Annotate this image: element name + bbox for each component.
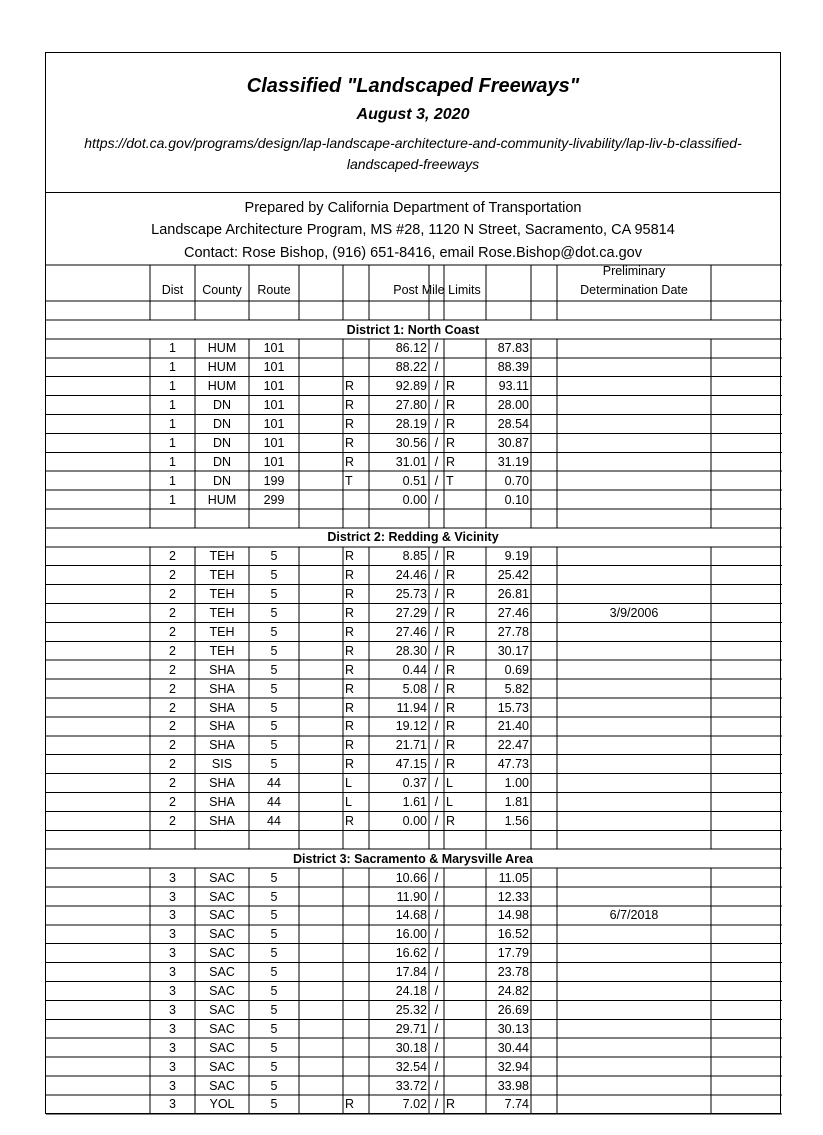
cell-county: SAC xyxy=(209,1021,235,1036)
cell-pm-end: 27.78 xyxy=(497,624,529,639)
cell-pm-end: 26.81 xyxy=(497,587,529,602)
cell-dist: 2 xyxy=(169,813,176,828)
cell-pm-start: 11.94 xyxy=(396,700,427,715)
cell-pm-end: 14.98 xyxy=(497,908,529,923)
cell-dist: 3 xyxy=(169,1078,176,1093)
cell-pm-end: 1.00 xyxy=(504,776,529,791)
cell-dist: 3 xyxy=(169,927,176,942)
cell-pm-prefix-end: R xyxy=(446,435,456,450)
cell-county: DN xyxy=(212,473,232,488)
cell-pm-separator: / xyxy=(434,795,439,809)
cell-route: 5 xyxy=(270,624,278,639)
cell-county: SIS xyxy=(211,757,233,772)
cell-county: SAC xyxy=(209,965,235,980)
cell-pm-end: 24.82 xyxy=(497,984,529,998)
cell-pm-prefix-start: R xyxy=(345,719,355,734)
cell-pm-prefix-start: L xyxy=(345,776,352,791)
cell-dist: 2 xyxy=(169,795,176,809)
cell-dist: 3 xyxy=(169,1021,176,1036)
cell-route: 5 xyxy=(270,1059,278,1074)
cell-route: 101 xyxy=(263,398,285,413)
cell-pm-start: 33.72 xyxy=(395,1078,427,1093)
cell-pm-prefix-end: R xyxy=(446,549,456,564)
cell-pm-end: 0.69 xyxy=(504,662,529,677)
cell-county: HUM xyxy=(207,341,237,356)
cell-pm-end: 1.56 xyxy=(504,813,529,828)
cell-pm-prefix-end: R xyxy=(446,738,456,753)
cell-pm-end: 47.73 xyxy=(497,757,529,772)
cell-pm-prefix-start: R xyxy=(345,454,355,469)
cell-pm-end: 15.73 xyxy=(497,700,529,715)
cell-pm-end: 87.83 xyxy=(497,341,529,356)
cell-pm-start: 28.30 xyxy=(395,643,427,658)
cell-pm-end: 30.13 xyxy=(497,1021,529,1036)
cell-dist: 3 xyxy=(169,1097,176,1112)
cell-route: 5 xyxy=(270,757,278,772)
cell-route: 5 xyxy=(270,681,278,696)
cell-pm-prefix-end: R xyxy=(446,643,456,658)
header-preliminary: Preliminary xyxy=(602,264,666,278)
cell-pm-prefix-end: R xyxy=(446,681,456,696)
cell-route: 5 xyxy=(270,1097,278,1112)
cell-pm-separator: / xyxy=(434,889,439,904)
cell-county: TEH xyxy=(209,568,235,583)
cell-county: DN xyxy=(212,454,232,469)
cell-county: SAC xyxy=(209,984,235,998)
cell-pm-end: 93.11 xyxy=(498,379,529,394)
cell-county: HUM xyxy=(207,379,237,394)
program-address: Landscape Architecture Program, MS #28, 1120 N Street, Sacramento, CA 95814 xyxy=(151,222,675,238)
header-route: Route xyxy=(257,283,291,297)
cell-pm-separator: / xyxy=(434,549,439,564)
cell-pm-separator: / xyxy=(434,398,439,413)
document-date: August 3, 2020 xyxy=(356,106,470,123)
cell-pm-separator: / xyxy=(434,927,439,942)
cell-pm-prefix-end: R xyxy=(446,1097,456,1112)
cell-county: HUM xyxy=(207,360,237,375)
cell-pm-separator: / xyxy=(434,1002,439,1017)
cell-county: SHA xyxy=(209,719,235,734)
cell-route: 5 xyxy=(270,965,278,980)
cell-pm-prefix-start: R xyxy=(345,398,355,413)
cell-pm-start: 14.68 xyxy=(395,908,427,923)
cell-county: SAC xyxy=(209,870,235,885)
district-heading: District 2: Redding & Vicinity xyxy=(327,530,499,545)
cell-county: SAC xyxy=(209,946,235,961)
cell-pm-start: 17.84 xyxy=(395,965,427,980)
cell-pm-prefix-start: R xyxy=(345,417,355,431)
cell-pm-prefix-end: R xyxy=(446,662,456,677)
cell-route: 5 xyxy=(270,587,278,602)
cell-pm-start: 25.73 xyxy=(395,587,427,602)
cell-pm-end: 30.44 xyxy=(497,1040,529,1055)
cell-determination-date: 6/7/2018 xyxy=(609,908,659,923)
cell-pm-separator: / xyxy=(434,492,439,507)
cell-pm-start: 31.01 xyxy=(395,454,427,469)
cell-route: 101 xyxy=(263,360,285,375)
cell-dist: 3 xyxy=(169,889,176,904)
cell-route: 5 xyxy=(270,738,278,753)
cell-county: SAC xyxy=(209,1040,235,1055)
cell-pm-separator: / xyxy=(434,757,439,772)
cell-pm-prefix-start: R xyxy=(345,435,355,450)
cell-county: SAC xyxy=(209,889,235,904)
cell-route: 5 xyxy=(270,549,278,564)
cell-dist: 2 xyxy=(169,624,176,639)
cell-pm-end: 22.47 xyxy=(497,738,529,753)
cell-pm-start: 92.89 xyxy=(395,379,427,394)
cell-pm-end: 25.42 xyxy=(497,568,529,583)
cell-dist: 1 xyxy=(169,360,176,375)
cell-county: SAC xyxy=(209,908,235,923)
district-heading: District 3: Sacramento & Marysville Area xyxy=(293,851,533,866)
cell-pm-prefix-end: R xyxy=(446,719,456,734)
cell-dist: 1 xyxy=(169,473,176,488)
cell-pm-separator: / xyxy=(434,587,439,602)
cell-dist: 3 xyxy=(169,984,176,998)
cell-pm-start: 11.90 xyxy=(396,889,427,904)
cell-route: 5 xyxy=(270,568,278,583)
cell-pm-prefix-start: R xyxy=(345,813,355,828)
cell-pm-end: 7.74 xyxy=(504,1097,529,1112)
cell-dist: 1 xyxy=(169,398,176,413)
cell-dist: 2 xyxy=(169,549,176,564)
cell-dist: 2 xyxy=(169,587,176,602)
cell-county: DN xyxy=(212,398,232,413)
cell-pm-start: 47.15 xyxy=(395,757,427,772)
cell-pm-prefix-end: L xyxy=(446,795,453,809)
cell-pm-separator: / xyxy=(434,643,439,658)
cell-pm-separator: / xyxy=(434,813,439,828)
cell-route: 299 xyxy=(263,492,285,507)
cell-pm-prefix-start: R xyxy=(345,624,355,639)
cell-pm-separator: / xyxy=(434,870,439,885)
cell-county: SAC xyxy=(209,1078,235,1093)
cell-pm-separator: / xyxy=(434,965,439,980)
cell-route: 5 xyxy=(270,719,278,734)
cell-pm-prefix-start: R xyxy=(345,643,355,658)
cell-pm-prefix-end: R xyxy=(446,624,456,639)
cell-pm-prefix-start: R xyxy=(345,379,355,394)
cell-pm-separator: / xyxy=(434,341,439,356)
cell-pm-end: 21.40 xyxy=(497,719,529,734)
document-sheet xyxy=(45,52,781,1114)
cell-pm-end: 11.05 xyxy=(498,870,529,885)
cell-dist: 2 xyxy=(169,700,176,715)
source-url: https://dot.ca.gov/programs/design/lap-landscape-architecture-and-community-livability/lap-liv-b-classified-landscaped-freeways xyxy=(84,135,742,172)
cell-pm-prefix-start: R xyxy=(345,681,355,696)
cell-route: 5 xyxy=(270,700,278,715)
document-title: Classified "Landscaped Freeways" xyxy=(246,75,580,97)
cell-county: SAC xyxy=(209,1002,235,1017)
cell-pm-end: 17.79 xyxy=(497,946,529,961)
cell-pm-start: 7.02 xyxy=(402,1097,427,1112)
cell-pm-start: 86.12 xyxy=(395,341,427,356)
cell-dist: 2 xyxy=(169,719,176,734)
cell-pm-separator: / xyxy=(434,1059,439,1074)
cell-route: 5 xyxy=(270,606,278,620)
cell-pm-prefix-start: R xyxy=(345,1097,355,1112)
cell-pm-prefix-start: R xyxy=(345,606,355,620)
cell-pm-prefix-end: R xyxy=(446,454,456,469)
cell-pm-separator: / xyxy=(434,1021,439,1036)
cell-pm-end: 30.87 xyxy=(497,435,529,450)
cell-pm-start: 28.19 xyxy=(395,417,427,431)
cell-dist: 1 xyxy=(169,435,176,450)
cell-pm-prefix-start: R xyxy=(345,738,355,753)
cell-county: TEH xyxy=(209,587,235,602)
cell-pm-end: 5.82 xyxy=(504,681,529,696)
cell-pm-start: 30.56 xyxy=(395,435,427,450)
cell-route: 5 xyxy=(270,908,278,923)
cell-dist: 2 xyxy=(169,757,176,772)
cell-pm-prefix-end: R xyxy=(446,398,456,413)
cell-county: SHA xyxy=(209,813,235,828)
cell-pm-end: 32.94 xyxy=(497,1059,529,1074)
cell-pm-end: 28.00 xyxy=(497,398,529,413)
cell-county: SHA xyxy=(209,700,235,715)
cell-dist: 2 xyxy=(169,643,176,658)
cell-pm-prefix-start: R xyxy=(345,662,355,677)
cell-pm-separator: / xyxy=(434,719,439,734)
cell-pm-start: 88.22 xyxy=(395,360,427,375)
cell-pm-end: 88.39 xyxy=(497,360,529,375)
cell-pm-separator: / xyxy=(434,473,439,488)
cell-county: YOL xyxy=(209,1097,235,1112)
cell-pm-prefix-end: R xyxy=(446,606,456,620)
cell-dist: 1 xyxy=(169,454,176,469)
cell-route: 5 xyxy=(270,889,278,904)
cell-route: 101 xyxy=(263,454,285,469)
cell-dist: 3 xyxy=(169,1002,176,1017)
cell-pm-start: 21.71 xyxy=(395,738,427,753)
cell-pm-end: 0.70 xyxy=(504,473,529,488)
cell-pm-prefix-start: T xyxy=(345,473,353,488)
cell-pm-start: 1.61 xyxy=(402,795,427,809)
cell-pm-prefix-start: R xyxy=(345,757,355,772)
cell-county: SHA xyxy=(209,738,235,753)
cell-dist: 2 xyxy=(169,776,176,791)
cell-pm-prefix-start: R xyxy=(345,587,355,602)
cell-pm-separator: / xyxy=(434,454,439,469)
cell-pm-start: 0.44 xyxy=(402,662,427,677)
cell-pm-separator: / xyxy=(434,606,439,620)
cell-pm-start: 30.18 xyxy=(395,1040,427,1055)
cell-route: 5 xyxy=(270,643,278,658)
cell-county: SHA xyxy=(209,776,235,791)
cell-county: SHA xyxy=(209,662,235,677)
cell-pm-end: 16.52 xyxy=(497,927,529,942)
cell-pm-prefix-end: R xyxy=(446,813,456,828)
cell-pm-end: 33.98 xyxy=(497,1078,529,1093)
cell-pm-separator: / xyxy=(434,1097,439,1112)
cell-pm-separator: / xyxy=(434,984,439,998)
cell-pm-prefix-end: L xyxy=(446,776,453,791)
cell-pm-separator: / xyxy=(434,908,439,923)
cell-pm-start: 16.62 xyxy=(395,946,427,961)
header-determination-date: Determination Date xyxy=(580,283,688,297)
cell-county: SHA xyxy=(209,681,235,696)
cell-pm-separator: / xyxy=(434,700,439,715)
cell-pm-separator: / xyxy=(434,568,439,583)
cell-dist: 1 xyxy=(169,492,176,507)
cell-pm-prefix-start: R xyxy=(345,549,355,564)
cell-pm-separator: / xyxy=(434,1040,439,1055)
cell-route: 5 xyxy=(270,1002,278,1017)
cell-pm-end: 27.46 xyxy=(497,606,529,620)
cell-pm-prefix-end: R xyxy=(446,417,456,431)
cell-pm-end: 12.33 xyxy=(497,889,529,904)
cell-county: TEH xyxy=(209,624,235,639)
cell-pm-end: 9.19 xyxy=(504,549,529,564)
cell-route: 5 xyxy=(270,870,278,885)
cell-pm-start: 0.37 xyxy=(402,776,427,791)
cell-route: 101 xyxy=(263,379,285,394)
cell-route: 5 xyxy=(270,662,278,677)
cell-county: SHA xyxy=(209,795,235,809)
cell-pm-start: 0.51 xyxy=(402,473,427,488)
cell-county: DN xyxy=(212,435,232,450)
cell-pm-prefix-end: R xyxy=(446,568,456,583)
cell-pm-separator: / xyxy=(434,681,439,696)
header-county: County xyxy=(202,283,242,297)
cell-pm-start: 16.00 xyxy=(395,927,427,942)
cell-dist: 2 xyxy=(169,606,176,620)
cell-pm-start: 5.08 xyxy=(402,681,427,696)
cell-pm-end: 28.54 xyxy=(497,417,529,431)
cell-county: TEH xyxy=(209,549,235,564)
cell-pm-separator: / xyxy=(434,738,439,753)
cell-pm-separator: / xyxy=(434,1078,439,1093)
cell-route: 101 xyxy=(263,417,285,431)
cell-dist: 3 xyxy=(169,946,176,961)
contact-info: Contact: Rose Bishop, (916) 651-8416, email Rose.Bishop@dot.ca.gov xyxy=(183,245,643,261)
cell-dist: 3 xyxy=(169,1040,176,1055)
cell-pm-start: 24.46 xyxy=(395,568,427,583)
cell-route: 101 xyxy=(263,341,285,356)
cell-dist: 1 xyxy=(169,379,176,394)
cell-pm-prefix-end: R xyxy=(446,700,456,715)
cell-county: SAC xyxy=(209,1059,235,1074)
cell-pm-end: 1.81 xyxy=(504,795,529,809)
cell-route: 44 xyxy=(267,795,281,809)
header-post-mile-limits: Post Mile Limits xyxy=(393,283,481,297)
cell-route: 44 xyxy=(267,776,281,791)
cell-route: 5 xyxy=(270,946,278,961)
cell-pm-start: 27.46 xyxy=(395,624,427,639)
cell-pm-separator: / xyxy=(434,624,439,639)
cell-route: 101 xyxy=(263,435,285,450)
cell-county: HUM xyxy=(207,492,237,507)
cell-pm-start: 32.54 xyxy=(395,1059,427,1074)
cell-route: 44 xyxy=(267,813,281,828)
cell-pm-start: 27.29 xyxy=(395,606,427,620)
cell-pm-start: 19.12 xyxy=(395,719,427,734)
cell-pm-start: 0.00 xyxy=(402,492,427,507)
cell-pm-start: 25.32 xyxy=(395,1002,427,1017)
cell-dist: 2 xyxy=(169,662,176,677)
cell-dist: 3 xyxy=(169,1059,176,1074)
cell-dist: 2 xyxy=(169,681,176,696)
cell-pm-start: 10.66 xyxy=(395,870,427,885)
cell-county: TEH xyxy=(209,643,235,658)
cell-pm-end: 26.69 xyxy=(497,1002,529,1017)
cell-pm-separator: / xyxy=(434,662,439,677)
cell-pm-start: 29.71 xyxy=(395,1021,427,1036)
cell-pm-prefix-end: T xyxy=(446,473,454,488)
cell-pm-start: 24.18 xyxy=(395,984,427,998)
cell-dist: 1 xyxy=(169,417,176,431)
cell-pm-separator: / xyxy=(434,360,439,375)
cell-pm-prefix-start: R xyxy=(345,568,355,583)
cell-determination-date: 3/9/2006 xyxy=(609,606,659,620)
cell-pm-separator: / xyxy=(434,379,439,394)
cell-route: 5 xyxy=(270,1078,278,1093)
cell-pm-prefix-start: R xyxy=(345,700,355,715)
cell-pm-prefix-start: L xyxy=(345,795,352,809)
cell-pm-separator: / xyxy=(434,435,439,450)
cell-pm-start: 0.00 xyxy=(402,813,427,828)
cell-dist: 3 xyxy=(169,870,176,885)
cell-dist: 3 xyxy=(169,908,176,923)
cell-dist: 3 xyxy=(169,965,176,980)
cell-dist: 1 xyxy=(169,341,176,356)
header-dist: Dist xyxy=(161,283,184,297)
cell-pm-start: 8.85 xyxy=(402,549,427,564)
cell-dist: 2 xyxy=(169,738,176,753)
cell-pm-end: 31.19 xyxy=(497,454,529,469)
cell-pm-prefix-end: R xyxy=(446,379,456,394)
cell-route: 5 xyxy=(270,984,278,998)
cell-county: DN xyxy=(212,417,232,431)
cell-dist: 2 xyxy=(169,568,176,583)
cell-pm-separator: / xyxy=(434,417,439,431)
cell-route: 5 xyxy=(270,927,278,942)
cell-route: 5 xyxy=(270,1021,278,1036)
cell-pm-start: 27.80 xyxy=(395,398,427,413)
cell-county: SAC xyxy=(209,927,235,942)
cell-pm-separator: / xyxy=(434,946,439,961)
cell-county: TEH xyxy=(209,606,235,620)
cell-route: 199 xyxy=(263,473,285,488)
prepared-by: Prepared by California Department of Transportation xyxy=(244,200,582,216)
cell-pm-prefix-end: R xyxy=(446,587,456,602)
district-heading: District 1: North Coast xyxy=(346,322,480,337)
cell-pm-prefix-end: R xyxy=(446,757,456,772)
cell-pm-separator: / xyxy=(434,776,439,791)
cell-pm-end: 0.10 xyxy=(504,492,529,507)
cell-pm-end: 30.17 xyxy=(497,643,529,658)
cell-route: 5 xyxy=(270,1040,278,1055)
cell-pm-end: 23.78 xyxy=(497,965,529,980)
